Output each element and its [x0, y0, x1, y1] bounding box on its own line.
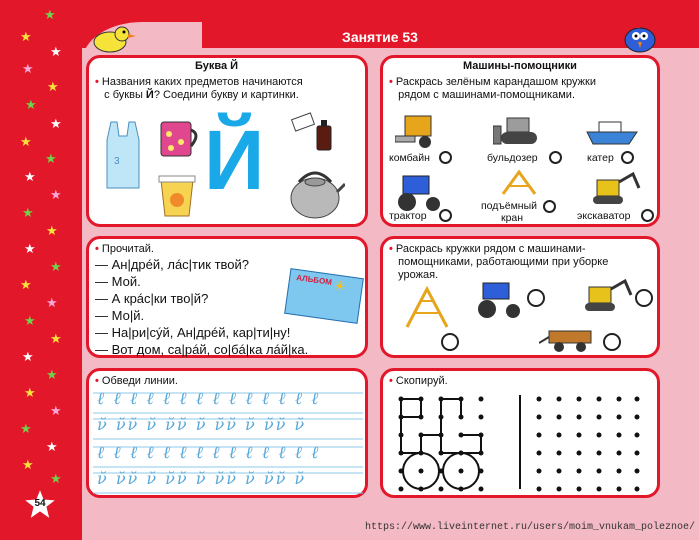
label-traktor: трактор [389, 210, 427, 222]
page-number-badge [23, 488, 57, 520]
combine-picture [395, 108, 445, 150]
circle-traktor[interactable] [439, 209, 452, 222]
label-kran-line2: кран [501, 212, 524, 224]
harvest-excavator-picture [579, 277, 635, 317]
panel-machines-instruction: • Раскрась зелёным карандашом кружки рядом с машинами-помощниками. [389, 76, 596, 101]
panel-copy-instruction: • Скопируй. [389, 375, 448, 387]
copy-model-figure [395, 393, 505, 493]
panel-harvest-instruction: • Раскрась кружки рядом с машинами- помощниками, работающими при уборке урожая. [389, 243, 609, 281]
label-ekskavator: экскаватор [577, 210, 631, 222]
circle-buldozer[interactable] [549, 151, 562, 164]
bird-mascot-left [86, 18, 136, 60]
read-line-5: — На|ри|сýй, Ан|дрéй, кар|ти|ну! [95, 325, 291, 340]
bulldozer-picture [493, 114, 545, 150]
iodine-picture [289, 110, 349, 154]
read-line-2: — Мой. [95, 274, 141, 289]
label-buldozer: бульдозер [487, 152, 538, 164]
svg-text:3: 3 [114, 156, 120, 167]
circle-kran[interactable] [543, 200, 556, 213]
read-line-3: — А крáс|ки тво|й? [95, 291, 209, 306]
yogurt-picture [157, 172, 197, 220]
harvest-tractor-picture [471, 279, 527, 319]
panel-trace [86, 368, 368, 498]
excavator-picture [587, 170, 641, 210]
page-number: 54 [34, 498, 46, 509]
trace-row-4[interactable]: ν̆ ν̆ν̆ ν̆ ν̆ν̆ ν̆ ν̆ν̆ ν̆ ν̆ν̆ ν̆ [97, 469, 307, 488]
copy-blank-grid [533, 393, 643, 493]
trace-row-2[interactable]: ν̆ ν̆ν̆ ν̆ ν̆ν̆ ν̆ ν̆ν̆ ν̆ ν̆ν̆ ν̆ [97, 415, 307, 434]
panel-letter-instruction: • Названия каких предметов начинаются с буквы Й? Соедини букву и картинки. [95, 76, 303, 101]
panel-copy [380, 368, 660, 498]
boat-picture [585, 116, 639, 146]
read-line-4: — Мо|й. [95, 308, 145, 323]
copy-divider [519, 395, 521, 489]
bird-mascot-right [616, 18, 666, 58]
album-picture [284, 268, 364, 324]
read-line-1: — Ан|дрéй, лáс|тик твой? [95, 257, 250, 272]
trace-row-1[interactable]: ℓ ℓ ℓ ℓ ℓ ℓ ℓ ℓ ℓ ℓ ℓ ℓ ℓ ℓ [97, 389, 321, 409]
read-line-6: — Вот дом, са|рáй, со|бá|ка лáй|ка. [95, 342, 309, 357]
label-kater: катер [587, 152, 614, 164]
circle-kater[interactable] [621, 151, 634, 164]
panel-harvest [380, 236, 660, 358]
page-title: Занятие 53 [342, 29, 418, 45]
trace-row-3[interactable]: ℓ ℓ ℓ ℓ ℓ ℓ ℓ ℓ ℓ ℓ ℓ ℓ ℓ ℓ [97, 443, 321, 463]
panel-letter [86, 55, 368, 227]
harvest-trailer-picture [539, 325, 599, 353]
circle-ekskavator[interactable] [641, 209, 654, 222]
kettle-picture [285, 162, 345, 222]
tank-top-picture [99, 120, 147, 192]
harvest-crane-picture [401, 283, 453, 329]
panel-letter-heading: Буква Й [195, 60, 239, 72]
sun-icon: ☀ [332, 277, 348, 295]
label-kran-line1: подъёмный [481, 200, 538, 212]
big-letter: Й [204, 113, 265, 207]
label-kombain: комбайн [389, 152, 430, 164]
panel-read [86, 236, 368, 358]
circle-harvest-trailer[interactable] [603, 333, 621, 351]
album-label: АЛЬБОМ [295, 273, 333, 287]
tractor-picture [393, 172, 447, 212]
circle-harvest-crane[interactable] [441, 333, 459, 351]
cup-picture [155, 116, 203, 160]
panel-read-instruction: • Прочитай. [95, 243, 154, 255]
panel-machines [380, 55, 660, 227]
crane-picture [499, 168, 539, 196]
circle-kombain[interactable] [439, 151, 452, 164]
circle-harvest-excavator[interactable] [635, 289, 653, 307]
watermark-url: https://www.liveinternet.ru/users/moim_vnukam_poleznoe/ [364, 522, 695, 533]
left-red-strip [0, 0, 82, 540]
circle-harvest-tractor[interactable] [527, 289, 545, 307]
panel-machines-heading: Машины-помощники [463, 60, 577, 72]
panel-trace-instruction: • Обведи линии. [95, 375, 178, 387]
